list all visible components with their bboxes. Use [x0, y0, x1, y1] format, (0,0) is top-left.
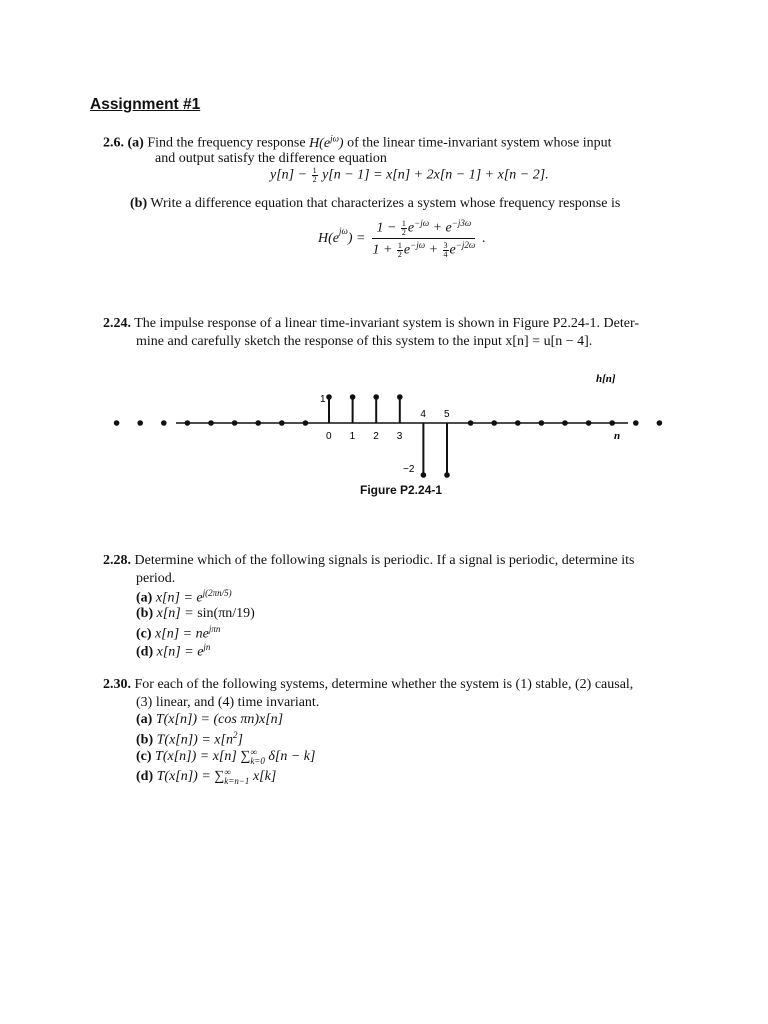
- tick-labels: [326, 409, 450, 442]
- value-label-top: 1: [320, 394, 326, 405]
- difference-equation: y[n] − $\frac{1}{2}$ y[n − 1] = x[n] + 2x[n − 1] + x[n − 2].: [270, 166, 549, 184]
- problem-2-30-item-d: (d) T(x[n]) = ∑ ∞ k=n−1 x[k]: [136, 767, 277, 786]
- stem-point: [468, 420, 474, 426]
- problem-2-30-item-a: (a) T(x[n]) = (cos πn)x[n]: [136, 712, 284, 727]
- stem-point: [350, 394, 356, 400]
- problem-2-6-line-2: and output satisfy the difference equation: [155, 151, 387, 166]
- figure-caption: Figure P2.24-1: [360, 483, 443, 497]
- part-label: (b): [130, 196, 148, 211]
- frequency-response-equation: H(e $^{j\omega}$ ) = 1 − $\frac{1}{2}$ $e^{-j\omega} + e^{-j3\omega}$ 1 + $\frac{1}{2}$ $e^{-j\omega}$ + $\frac{3}{4}$ $e^{-j2\omega}$ .: [318, 218, 486, 260]
- stem-point: [539, 420, 545, 426]
- problem-2-28-line-1: [103, 553, 635, 569]
- tick-label: 0: [326, 431, 332, 442]
- stem-point: [161, 420, 167, 426]
- text: Determine which of the following signals is periodic. If a signal is periodic, determine its: [134, 553, 635, 568]
- stem-point: [515, 420, 521, 426]
- stem-point: [633, 420, 639, 426]
- tick-label: 2: [373, 431, 379, 442]
- stem-point: [137, 420, 143, 426]
- stem-point: [586, 420, 592, 426]
- text: The impulse response of a linear time-invariant system is shown in Figure P2.24-1. Deter-: [134, 316, 640, 331]
- stem-marks: [114, 394, 662, 478]
- tick-label: 4: [420, 409, 426, 420]
- math-H: $H(e^{j\omega})$: [309, 133, 344, 151]
- stem-point: [326, 394, 332, 400]
- text: of the linear time-invariant system whose input: [347, 135, 612, 151]
- problem-2-28-item-d: (d) $x[n] = e^{jn}$: [136, 642, 211, 660]
- stem-point: [397, 394, 403, 400]
- stem-point: [657, 420, 663, 426]
- text: Find the frequency response: [147, 135, 306, 151]
- stem-point: [609, 420, 615, 426]
- stem-point: [279, 420, 285, 426]
- problem-2-28-line-2: period.: [136, 571, 176, 586]
- value-label-bottom: −2: [403, 464, 415, 475]
- problem-2-30-line-2: (3) linear, and (4) time invariant.: [136, 695, 320, 710]
- problem-2-6-part-b: [130, 196, 620, 212]
- problem-2-30-line-1: [103, 677, 633, 693]
- problem-number: 2.30.: [103, 677, 131, 692]
- stem-point: [185, 420, 191, 426]
- problem-2-6-line-1: [103, 133, 611, 152]
- axis-label-n: n: [614, 430, 621, 442]
- stem-point: [373, 394, 379, 400]
- problem-2-28-item-a: (a) $x[n] = e^{j(2\pi n/5)}$: [136, 588, 232, 606]
- problem-number: 2.28.: [103, 553, 131, 568]
- problem-2-30-item-b: (b) $T(x[n]) = x[n^2]$: [136, 730, 243, 748]
- tick-label: 3: [396, 431, 403, 442]
- text: For each of the following systems, determine whether the system is (1) stable, (2) causal,: [134, 677, 634, 692]
- stem-point: [208, 420, 214, 426]
- impulse-response-figure: [0, 360, 768, 500]
- problem-number: 2.24.: [103, 316, 131, 331]
- figure-title-label: h[n]: [596, 373, 616, 385]
- problem-number: 2.6.: [103, 135, 124, 151]
- tick-label: 5: [444, 409, 450, 420]
- page-title: Assignment #1: [90, 96, 201, 113]
- stem-point: [444, 472, 450, 478]
- tick-label: 1: [349, 431, 356, 442]
- stem-point: [491, 420, 497, 426]
- stem-point: [303, 420, 309, 426]
- stem-point: [562, 420, 568, 426]
- problem-2-28-item-c: (c) $x[n] = ne^{j\pi n}$: [136, 624, 221, 642]
- stem-point: [421, 472, 427, 478]
- stem-point: [232, 420, 238, 426]
- part-label: (a): [127, 135, 144, 151]
- problem-2-24-line-1: [103, 316, 639, 332]
- problem-2-30-item-c: (c) T(x[n]) = x[n] ∑ ∞ k=0 δ[n − k]: [136, 747, 316, 766]
- text: Write a difference equation that characterizes a system whose frequency response is: [150, 196, 621, 211]
- problem-2-28-item-b: (b) x[n] = sin(πn/19): [136, 606, 255, 621]
- stem-point: [114, 420, 120, 426]
- problem-2-24-line-2: mine and carefully sketch the response of this system to the input x[n] = u[n − 4].: [136, 334, 593, 349]
- stem-point: [255, 420, 261, 426]
